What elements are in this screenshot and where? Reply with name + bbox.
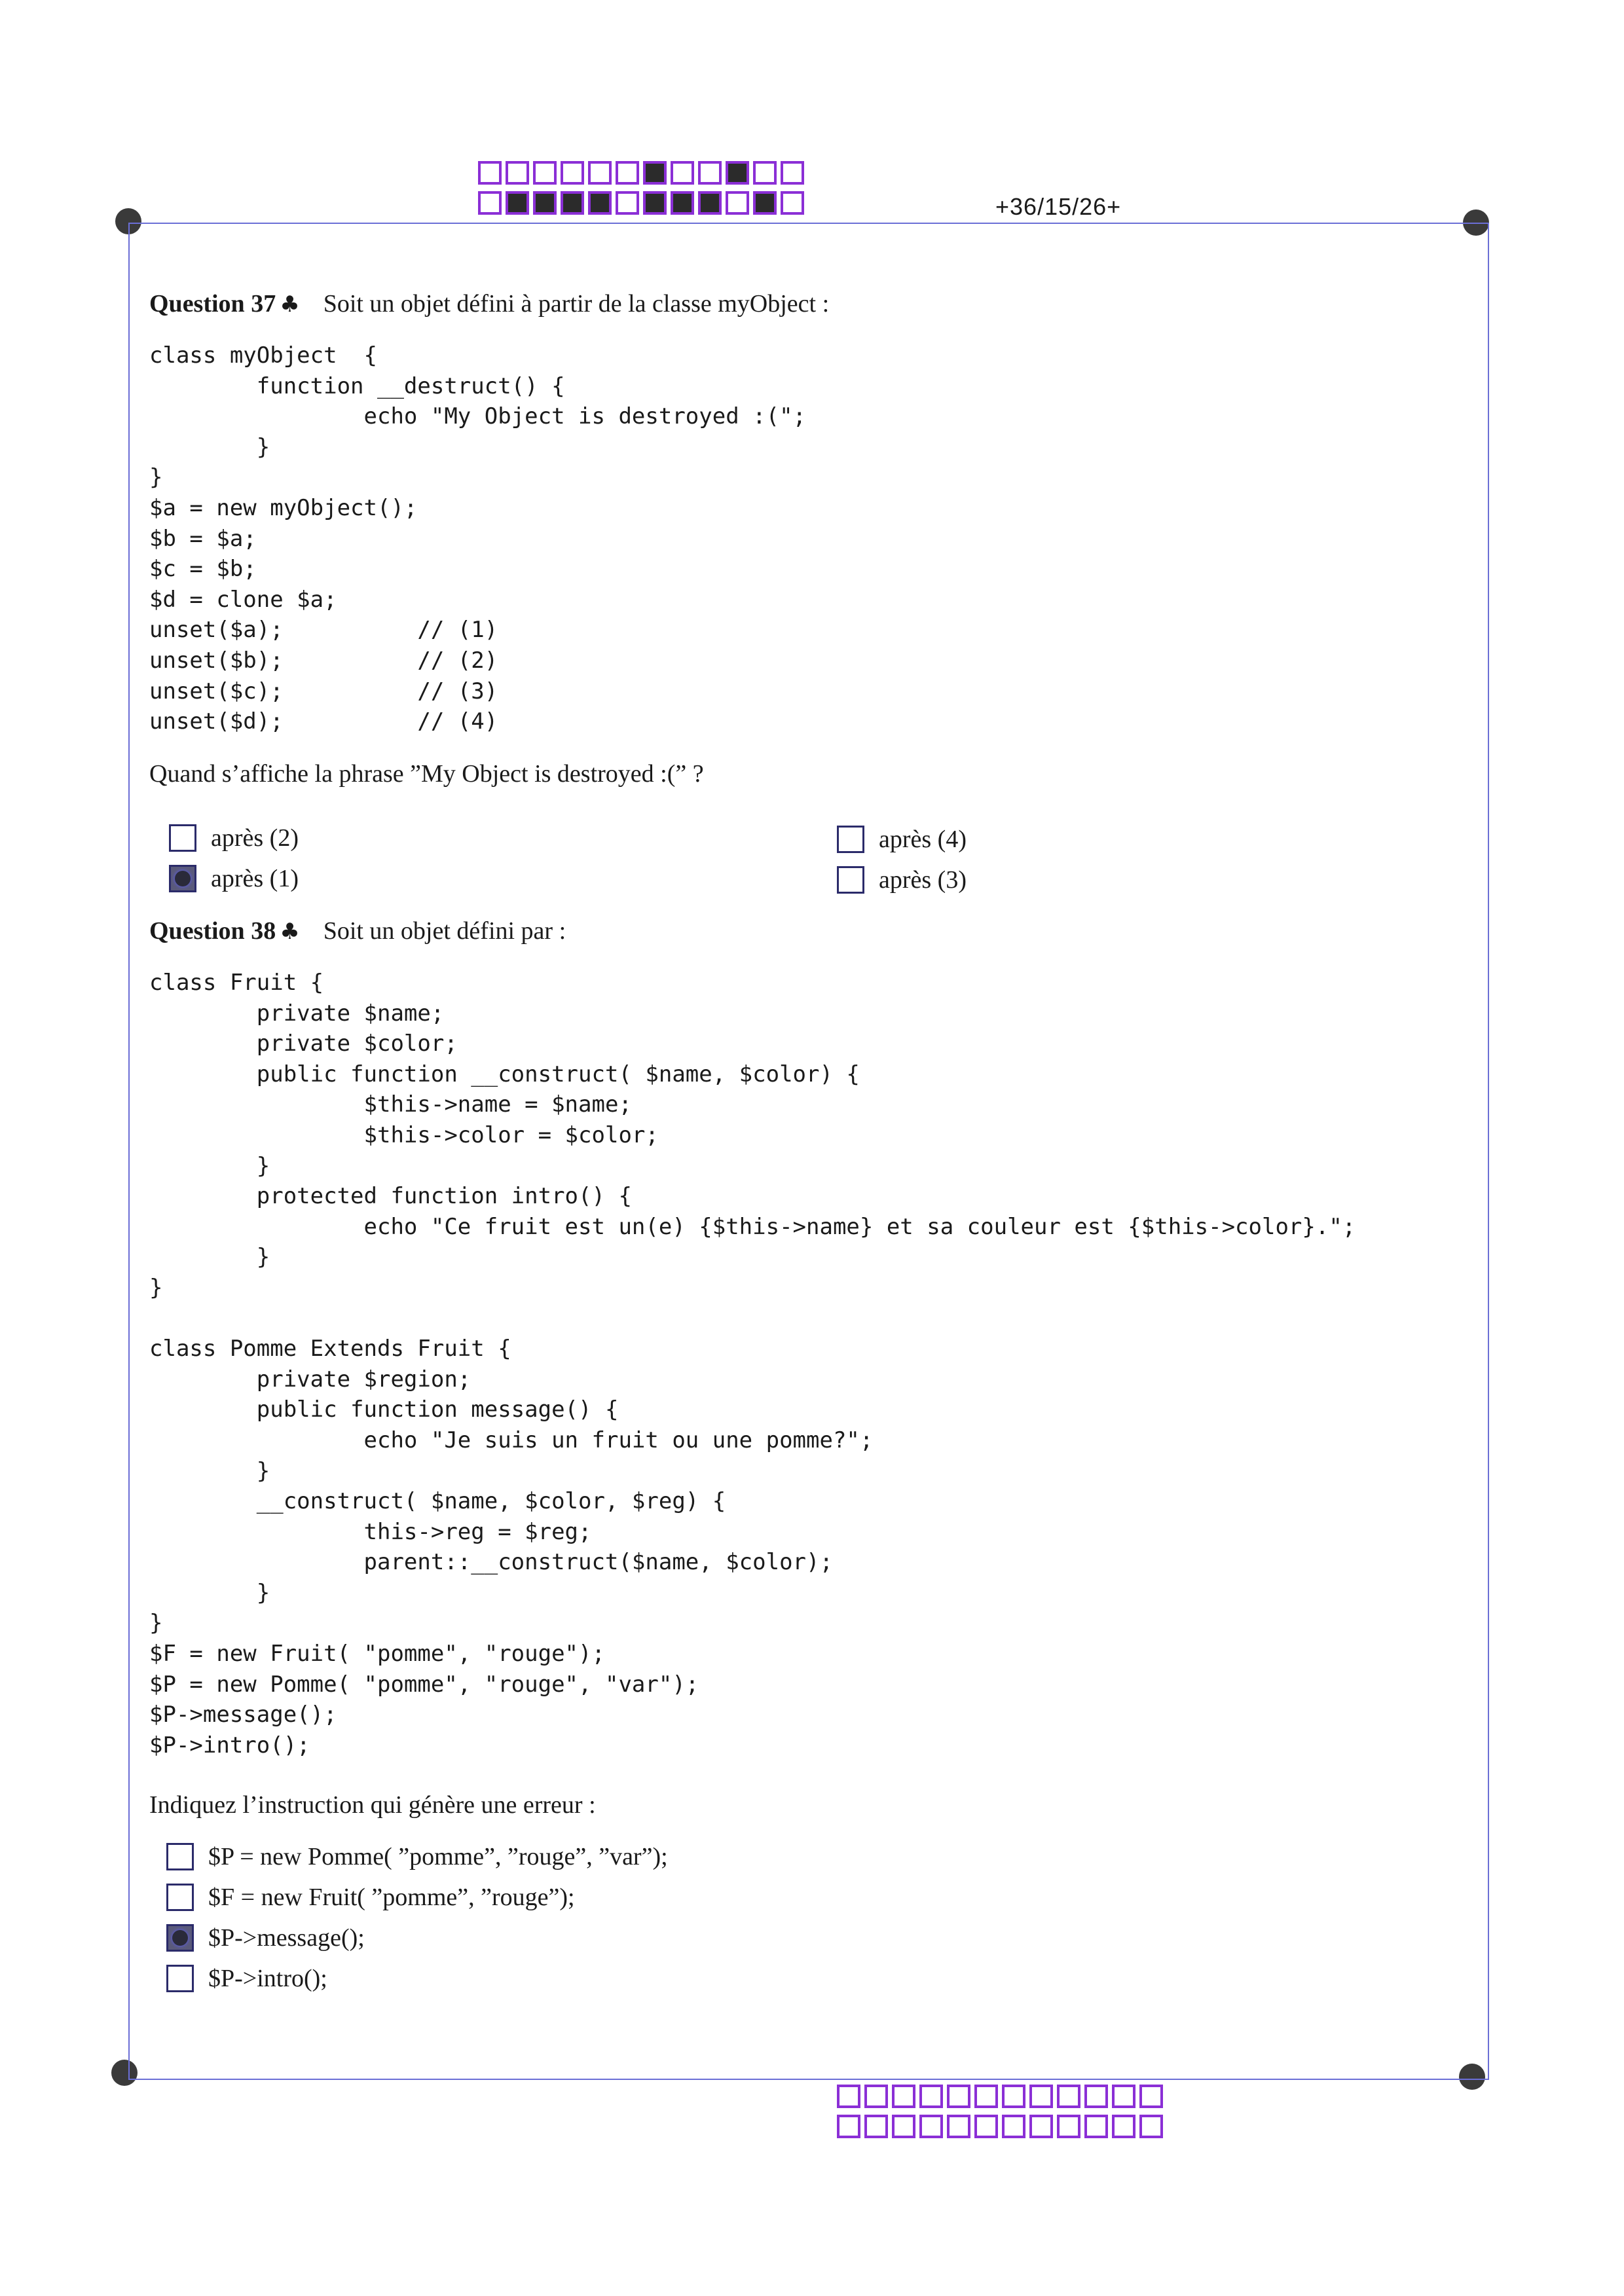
choice-label: après (3) — [879, 866, 967, 894]
top-code-row-2 — [478, 191, 804, 215]
q37-choice-4[interactable] — [837, 863, 967, 897]
choice-label: $P->intro(); — [208, 1965, 327, 1992]
question-number: Question 37 — [149, 290, 276, 318]
club-icon: ♣ — [280, 919, 300, 945]
choice-label: $F = new Fruit( ”pomme”, ”rouge”); — [208, 1884, 575, 1911]
checkbox-checked[interactable] — [169, 865, 196, 892]
checkbox[interactable] — [166, 1965, 194, 1992]
question-37-prompt: Quand s’affiche la phrase ”My Object is destroyed :(” ? — [149, 760, 704, 788]
q38-choice-2[interactable] — [166, 1880, 575, 1914]
checkbox[interactable] — [169, 824, 196, 852]
choice-label: $P->message(); — [208, 1924, 365, 1952]
checkbox-checked[interactable] — [166, 1924, 194, 1952]
checkbox[interactable] — [837, 826, 864, 853]
choice-label: après (4) — [879, 826, 967, 853]
club-icon: ♣ — [280, 291, 300, 318]
question-38-code: class Fruit { private $name; private $color; public function __construct( $name, $color) { $this->name = $name; $this->color = $color; } protected function intro() { echo "Ce fruit est un(e) {$this->name} et sa couleur est {$this->color}."; } } class Pomme Extends Fruit { private $region; public function message() { echo "Je suis un fruit ou une pomme?"; } __construct( $name, $color, $reg) { this->reg = $reg; parent::__construct($name, $color); } } $F = new Fruit( "pomme", "rouge"); $P = new Pomme( "pomme", "rouge", "var"); $P->message(); $P->intro(); — [149, 970, 1356, 1758]
q37-choice-1[interactable] — [169, 821, 299, 855]
choice-label: après (1) — [211, 865, 299, 892]
question-number: Question 38 — [149, 917, 276, 945]
choice-label: après (2) — [211, 824, 299, 852]
question-38-prompt: Indiquez l’instruction qui génère une erreur : — [149, 1791, 596, 1819]
question-intro: Soit un objet défini par : — [323, 917, 566, 945]
bottom-code-row-1 — [837, 2085, 1163, 2108]
question-38-header — [149, 917, 566, 945]
q38-choice-4[interactable] — [166, 1961, 327, 1995]
bottom-code-row-2 — [837, 2115, 1163, 2138]
top-code-row-1 — [478, 161, 804, 185]
checkbox[interactable] — [166, 1843, 194, 1870]
question-37-header — [149, 289, 829, 318]
q38-choice-1[interactable] — [166, 1840, 668, 1874]
q37-choice-3[interactable] — [837, 822, 967, 856]
choice-label: $P = new Pomme( ”pomme”, ”rouge”, ”var”); — [208, 1843, 668, 1870]
checkbox[interactable] — [837, 866, 864, 894]
question-intro: Soit un objet défini à partir de la classe myObject : — [323, 290, 830, 318]
q37-choice-2[interactable] — [169, 862, 299, 896]
page-id: +36/15/26+ — [995, 193, 1122, 220]
checkbox[interactable] — [166, 1884, 194, 1911]
q38-choice-3[interactable] — [166, 1921, 365, 1955]
question-37-code: class myObject { function __destruct() { echo "My Object is destroyed :("; } } $a = new myObject(); $b = $a; $c = $b; $d = clone $a; unset($a); // (1) unset($b); // (2) unset($c); // (3) unset($d); // (4) — [149, 342, 807, 735]
